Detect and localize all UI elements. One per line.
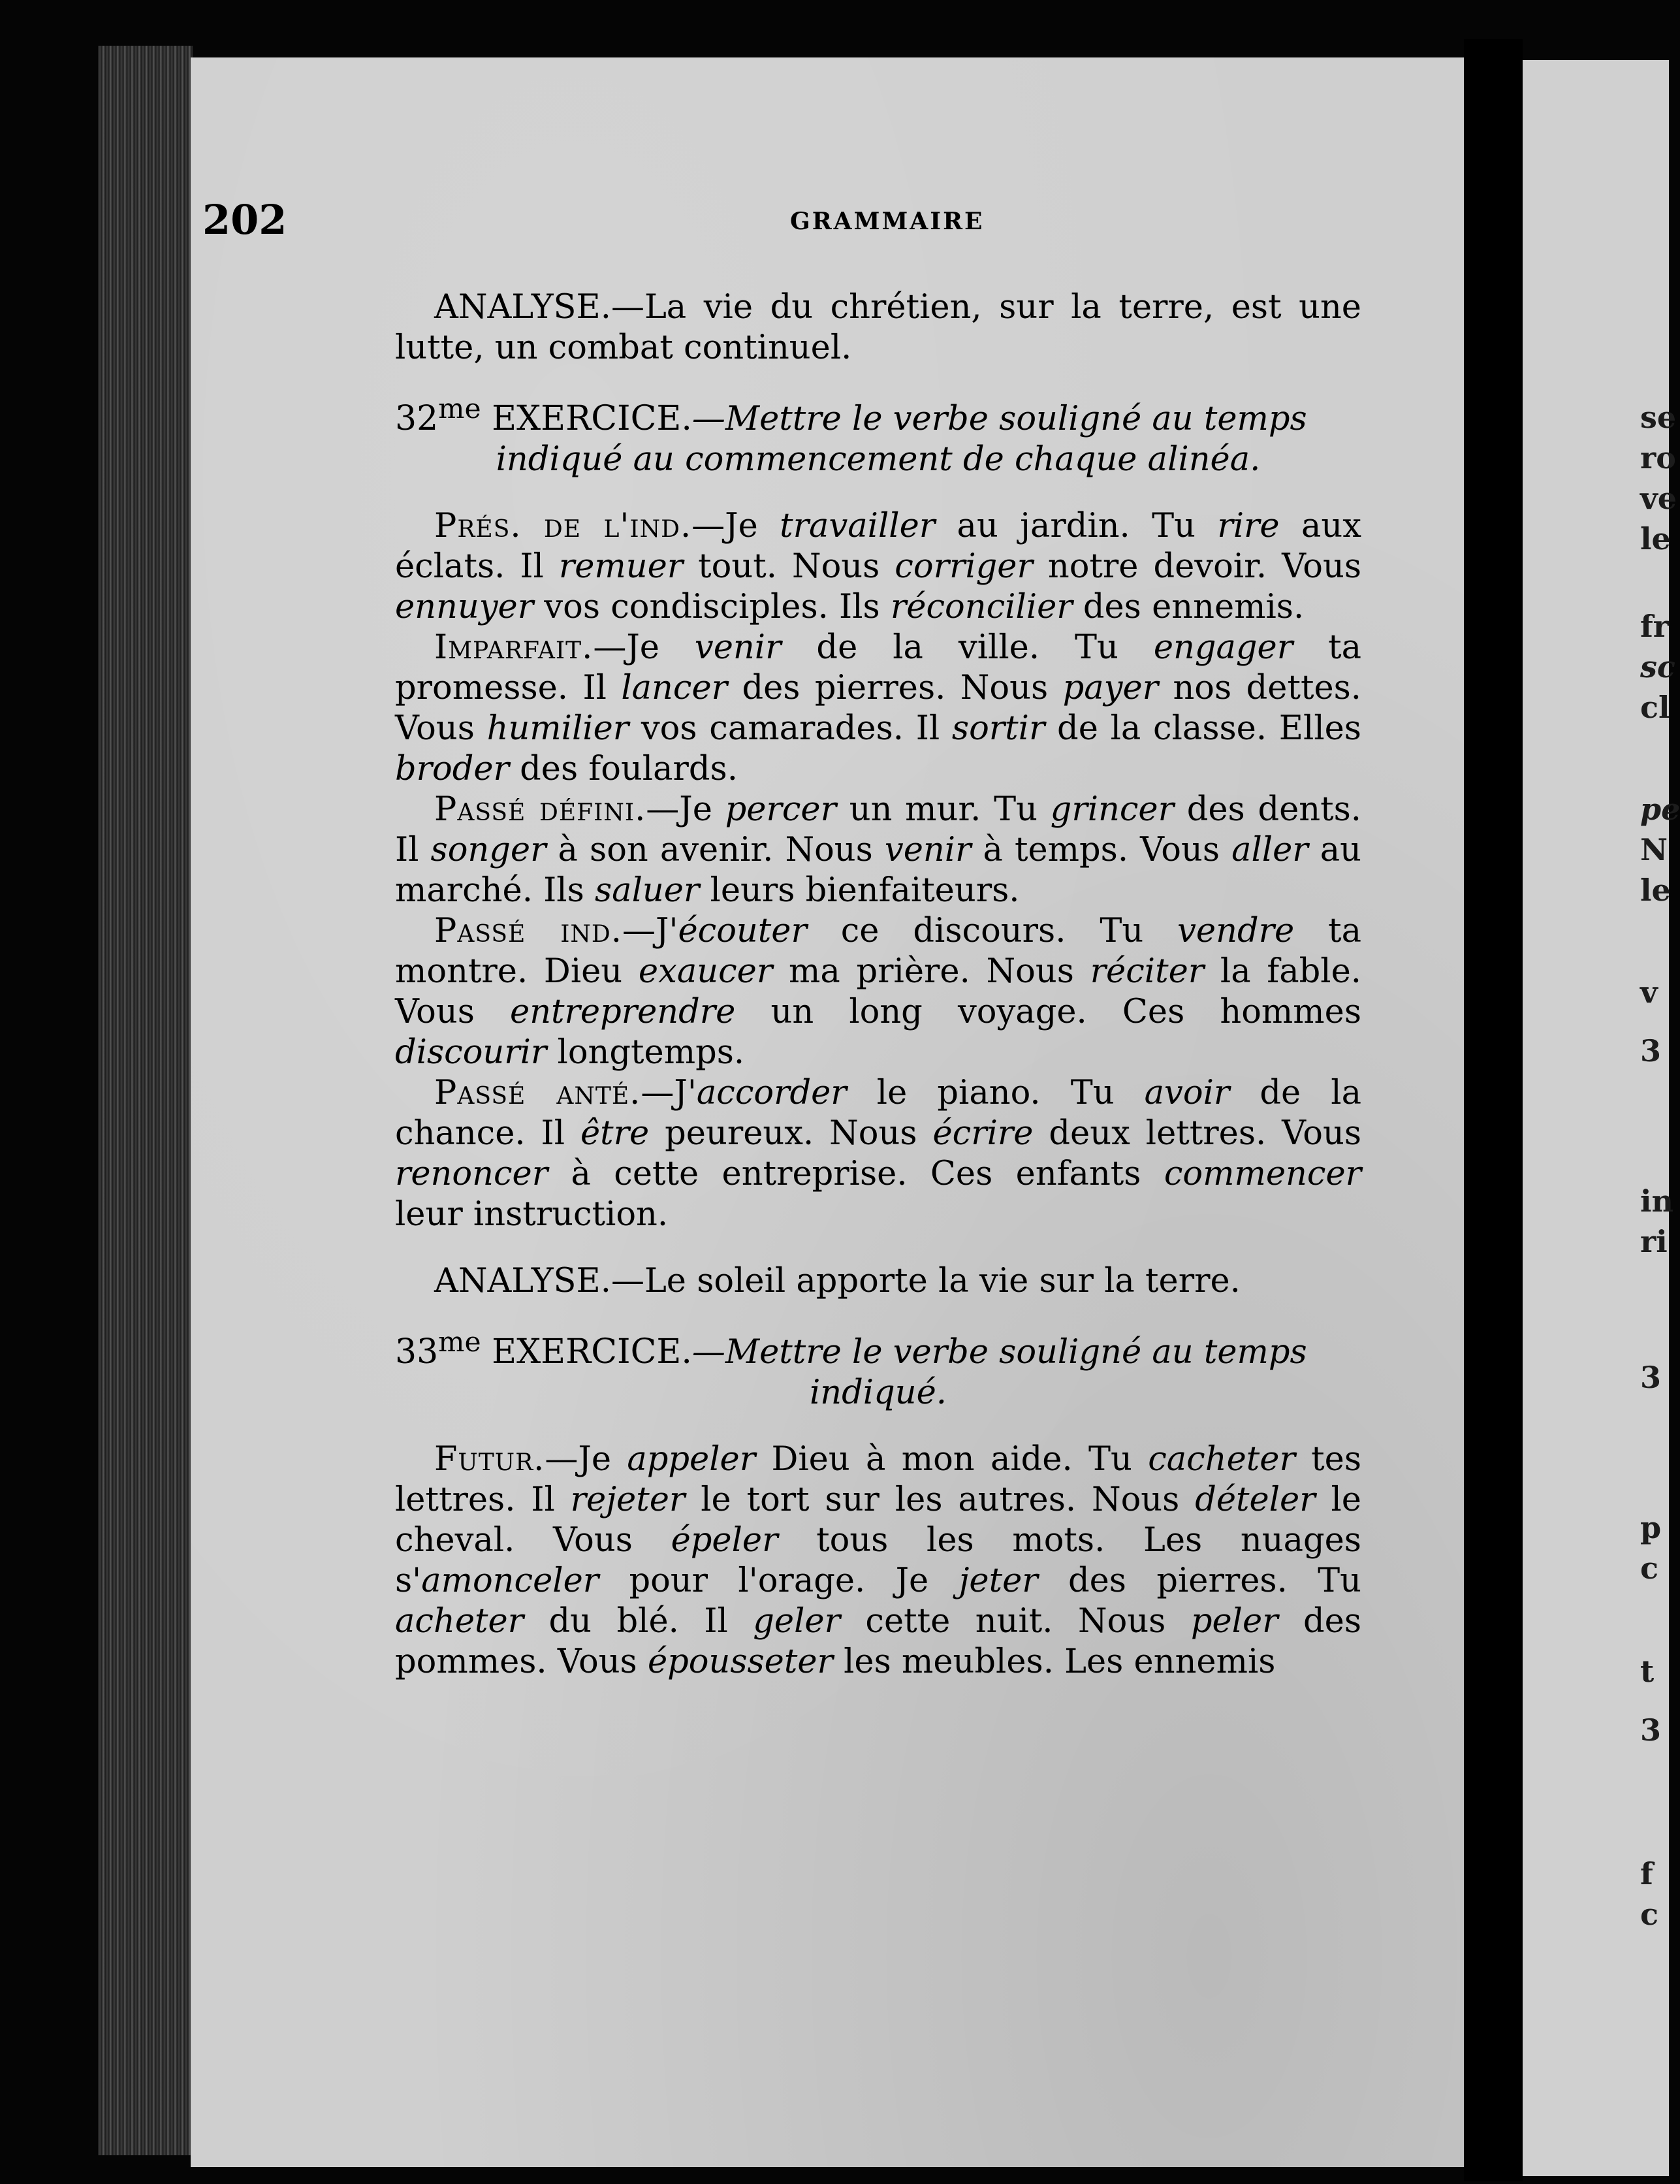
verb: broder bbox=[395, 750, 509, 788]
exercise-32-heading bbox=[395, 389, 1361, 480]
text-run: tes lettres. Il bbox=[395, 1440, 1361, 1519]
facing-fragment: pe bbox=[1640, 792, 1680, 827]
verb: épousseter bbox=[647, 1643, 833, 1681]
text-run: nos dettes. Vous bbox=[395, 669, 1362, 748]
verb: ennuyer bbox=[395, 588, 534, 626]
verb: payer bbox=[1062, 669, 1159, 707]
text-run: —Je bbox=[646, 790, 725, 829]
exercise-instruction-line-2: indiqué. bbox=[809, 1373, 947, 1412]
facing-fragment: v bbox=[1640, 974, 1658, 1010]
text-run: tous les mots. Les nuages s' bbox=[395, 1521, 1361, 1600]
verb: grincer bbox=[1050, 790, 1174, 829]
facing-fragment: c bbox=[1640, 1550, 1659, 1586]
text-run: —Je bbox=[545, 1440, 627, 1479]
facing-fragment: p bbox=[1640, 1510, 1662, 1545]
verb: écouter bbox=[678, 912, 807, 950]
analyse-paragraph-2 bbox=[395, 1261, 1361, 1302]
verb: humilier bbox=[486, 709, 629, 748]
text-run: le cheval. Vous bbox=[395, 1481, 1361, 1560]
text-run: —J' bbox=[622, 912, 678, 950]
verb: rejeter bbox=[570, 1481, 686, 1519]
exercise-ordinal: me bbox=[438, 1326, 481, 1358]
exercise-instruction-line-2: indiqué au commencement de chaque alinéa. bbox=[496, 440, 1261, 479]
tense-label: Futur. bbox=[434, 1440, 545, 1479]
exercise-ordinal: me bbox=[438, 393, 481, 425]
verb: saluer bbox=[595, 871, 700, 910]
facing-fragment: le bbox=[1640, 521, 1671, 556]
exercise-label: EXERCICE. bbox=[481, 399, 692, 438]
text-run: leur instruction. bbox=[395, 1195, 669, 1234]
verb: exaucer bbox=[638, 952, 773, 991]
page-body bbox=[395, 287, 1361, 1682]
verb: rire bbox=[1217, 507, 1280, 545]
text-run: les meubles. Les ennemis bbox=[832, 1643, 1276, 1681]
verb: avoir bbox=[1144, 1074, 1230, 1112]
text-run: ta promesse. Il bbox=[395, 628, 1361, 707]
tense-label: Passé anté. bbox=[434, 1074, 641, 1112]
spacer bbox=[395, 1235, 1361, 1261]
verb: jeter bbox=[959, 1562, 1038, 1600]
text-run: de la classe. Elles bbox=[1045, 709, 1361, 748]
text-run: ce discours. Tu bbox=[806, 912, 1178, 950]
exercise-paragraph-futur bbox=[395, 1439, 1361, 1682]
text-run: aux éclats. Il bbox=[395, 507, 1362, 586]
verb: venir bbox=[694, 628, 782, 667]
analyse-text: —Le soleil apporte la vie sur la terre. bbox=[610, 1262, 1241, 1300]
verb: réconcilier bbox=[890, 588, 1073, 626]
text-run: longtemps. bbox=[547, 1033, 745, 1072]
running-head-title: GRAMMAIRE bbox=[790, 208, 985, 235]
verb: cacheter bbox=[1148, 1440, 1295, 1479]
facing-fragment: fr bbox=[1640, 609, 1670, 644]
verb: remuer bbox=[558, 547, 684, 586]
facing-fragment: N bbox=[1640, 832, 1668, 867]
text-run: un mur. Tu bbox=[836, 790, 1051, 829]
verb: percer bbox=[725, 790, 836, 829]
exercise-instruction: —Mettre le verbe souligné au temps bbox=[691, 1333, 1307, 1372]
text-run: le piano. Tu bbox=[846, 1074, 1145, 1112]
exercise-33-heading bbox=[395, 1323, 1361, 1413]
verb: engager bbox=[1153, 628, 1293, 667]
verb: amonceler bbox=[421, 1562, 599, 1600]
text-run: des pierres. Nous bbox=[727, 669, 1063, 707]
analyse-label: ANALYSE. bbox=[434, 1262, 611, 1300]
facing-fragment: sc bbox=[1640, 649, 1675, 684]
facing-fragment: ri bbox=[1640, 1224, 1668, 1259]
verb: vendre bbox=[1177, 912, 1295, 950]
verb: épeler bbox=[671, 1521, 778, 1560]
analyse-text: —La vie du chrétien, sur la terre, est une lutte, un combat continuel. bbox=[395, 288, 1361, 367]
tense-label: Passé défini. bbox=[434, 790, 646, 829]
facing-fragment: 3 bbox=[1640, 1712, 1662, 1748]
text-run: à cette entreprise. Ces enfants bbox=[548, 1155, 1164, 1193]
text-run: à temps. Vous bbox=[971, 831, 1232, 869]
text-run: leurs bienfaiteurs. bbox=[699, 871, 1020, 910]
verb: travailler bbox=[780, 507, 936, 545]
verb: renoncer bbox=[395, 1155, 548, 1193]
tense-label: Prés. de l'ind. bbox=[434, 507, 692, 545]
facing-fragment: t bbox=[1640, 1654, 1655, 1689]
analyse-paragraph-1 bbox=[395, 287, 1361, 368]
text-run: peureux. Nous bbox=[649, 1114, 933, 1153]
text-run: —Je bbox=[691, 507, 780, 545]
text-run: le tort sur les autres. Nous bbox=[685, 1481, 1196, 1519]
facing-fragment: f bbox=[1640, 1856, 1653, 1891]
verb: écrire bbox=[932, 1114, 1034, 1153]
verb: entreprendre bbox=[510, 993, 736, 1031]
verb: appeler bbox=[627, 1440, 756, 1479]
text-run: un long voyage. Ces hommes bbox=[735, 993, 1361, 1031]
facing-fragment: se bbox=[1640, 400, 1677, 435]
text-run: des pommes. Vous bbox=[395, 1602, 1361, 1681]
text-run: de la chance. Il bbox=[395, 1074, 1362, 1153]
facing-fragment: in bbox=[1640, 1183, 1673, 1219]
text-run: —Je bbox=[593, 628, 695, 667]
verb: peler bbox=[1190, 1602, 1278, 1641]
verb: dételer bbox=[1195, 1481, 1316, 1519]
text-run: Dieu à mon aide. Tu bbox=[755, 1440, 1149, 1479]
analyse-label: ANALYSE. bbox=[434, 288, 611, 327]
book-gutter bbox=[1464, 39, 1523, 2181]
facing-fragment: 3 bbox=[1640, 1360, 1662, 1395]
facing-fragment: le bbox=[1640, 873, 1671, 908]
text-run: des dents. Il bbox=[395, 790, 1361, 869]
exercise-number: 32 bbox=[395, 399, 439, 438]
text-run: des ennemis. bbox=[1072, 588, 1305, 626]
text-run: au marché. Ils bbox=[395, 831, 1361, 910]
verb: venir bbox=[884, 831, 972, 869]
book-page-edges bbox=[98, 46, 193, 2155]
text-run: —J' bbox=[641, 1074, 697, 1112]
verb: corriger bbox=[895, 547, 1033, 586]
text-run: à son avenir. Nous bbox=[546, 831, 885, 869]
text-run: ta montre. Dieu bbox=[395, 912, 1361, 991]
text-run: notre devoir. Vous bbox=[1032, 547, 1361, 586]
text-run: cette nuit. Nous bbox=[840, 1602, 1191, 1641]
verb: discourir bbox=[395, 1033, 547, 1072]
exercise-paragraph-imparfait bbox=[395, 628, 1361, 790]
verb: lancer bbox=[621, 669, 728, 707]
verb: réciter bbox=[1090, 952, 1205, 991]
exercise-paragraph-passe-defini bbox=[395, 790, 1361, 911]
text-run: vos camarades. Il bbox=[629, 709, 952, 748]
exercise-paragraph-passe-anterieur bbox=[395, 1073, 1361, 1235]
text-run: tout. Nous bbox=[683, 547, 895, 586]
text-run: du blé. Il bbox=[524, 1602, 753, 1641]
verb: songer bbox=[430, 831, 547, 869]
verb: accorder bbox=[696, 1074, 847, 1112]
verb: être bbox=[580, 1114, 650, 1153]
exercise-instruction: —Mettre le verbe souligné au temps bbox=[691, 400, 1307, 438]
text-run: au jardin. Tu bbox=[935, 507, 1218, 545]
text-run: des pierres. Tu bbox=[1038, 1562, 1361, 1600]
page-number: 202 bbox=[202, 196, 287, 244]
facing-page-fragment bbox=[1523, 60, 1680, 2176]
text-run: deux lettres. Vous bbox=[1033, 1114, 1362, 1153]
facing-fragment: 3 bbox=[1640, 1033, 1662, 1068]
facing-fragment: ro bbox=[1640, 440, 1676, 475]
verb: aller bbox=[1231, 831, 1308, 869]
verb: acheter bbox=[395, 1602, 524, 1641]
exercise-paragraph-passe-indefini bbox=[395, 911, 1361, 1073]
exercise-number: 33 bbox=[395, 1332, 439, 1372]
verb: commencer bbox=[1164, 1155, 1361, 1193]
text-run: la fable. Vous bbox=[395, 952, 1361, 1031]
facing-fragment: cl bbox=[1640, 690, 1670, 725]
text-run: des foulards. bbox=[509, 750, 738, 788]
text-run: ma prière. Nous bbox=[772, 952, 1090, 991]
tense-label: Passé ind. bbox=[434, 912, 622, 950]
verb: geler bbox=[753, 1602, 840, 1641]
tense-label: Imparfait. bbox=[434, 628, 594, 667]
facing-fragment: ve bbox=[1640, 481, 1677, 516]
text-run: de la ville. Tu bbox=[781, 628, 1154, 667]
exercise-label: EXERCICE. bbox=[481, 1332, 692, 1372]
text-run: vos condisciples. Ils bbox=[533, 588, 891, 626]
facing-fragment: c bbox=[1640, 1897, 1659, 1932]
exercise-paragraph-present bbox=[395, 506, 1361, 628]
text-run: pour l'orage. Je bbox=[599, 1562, 959, 1600]
verb: sortir bbox=[951, 709, 1045, 748]
